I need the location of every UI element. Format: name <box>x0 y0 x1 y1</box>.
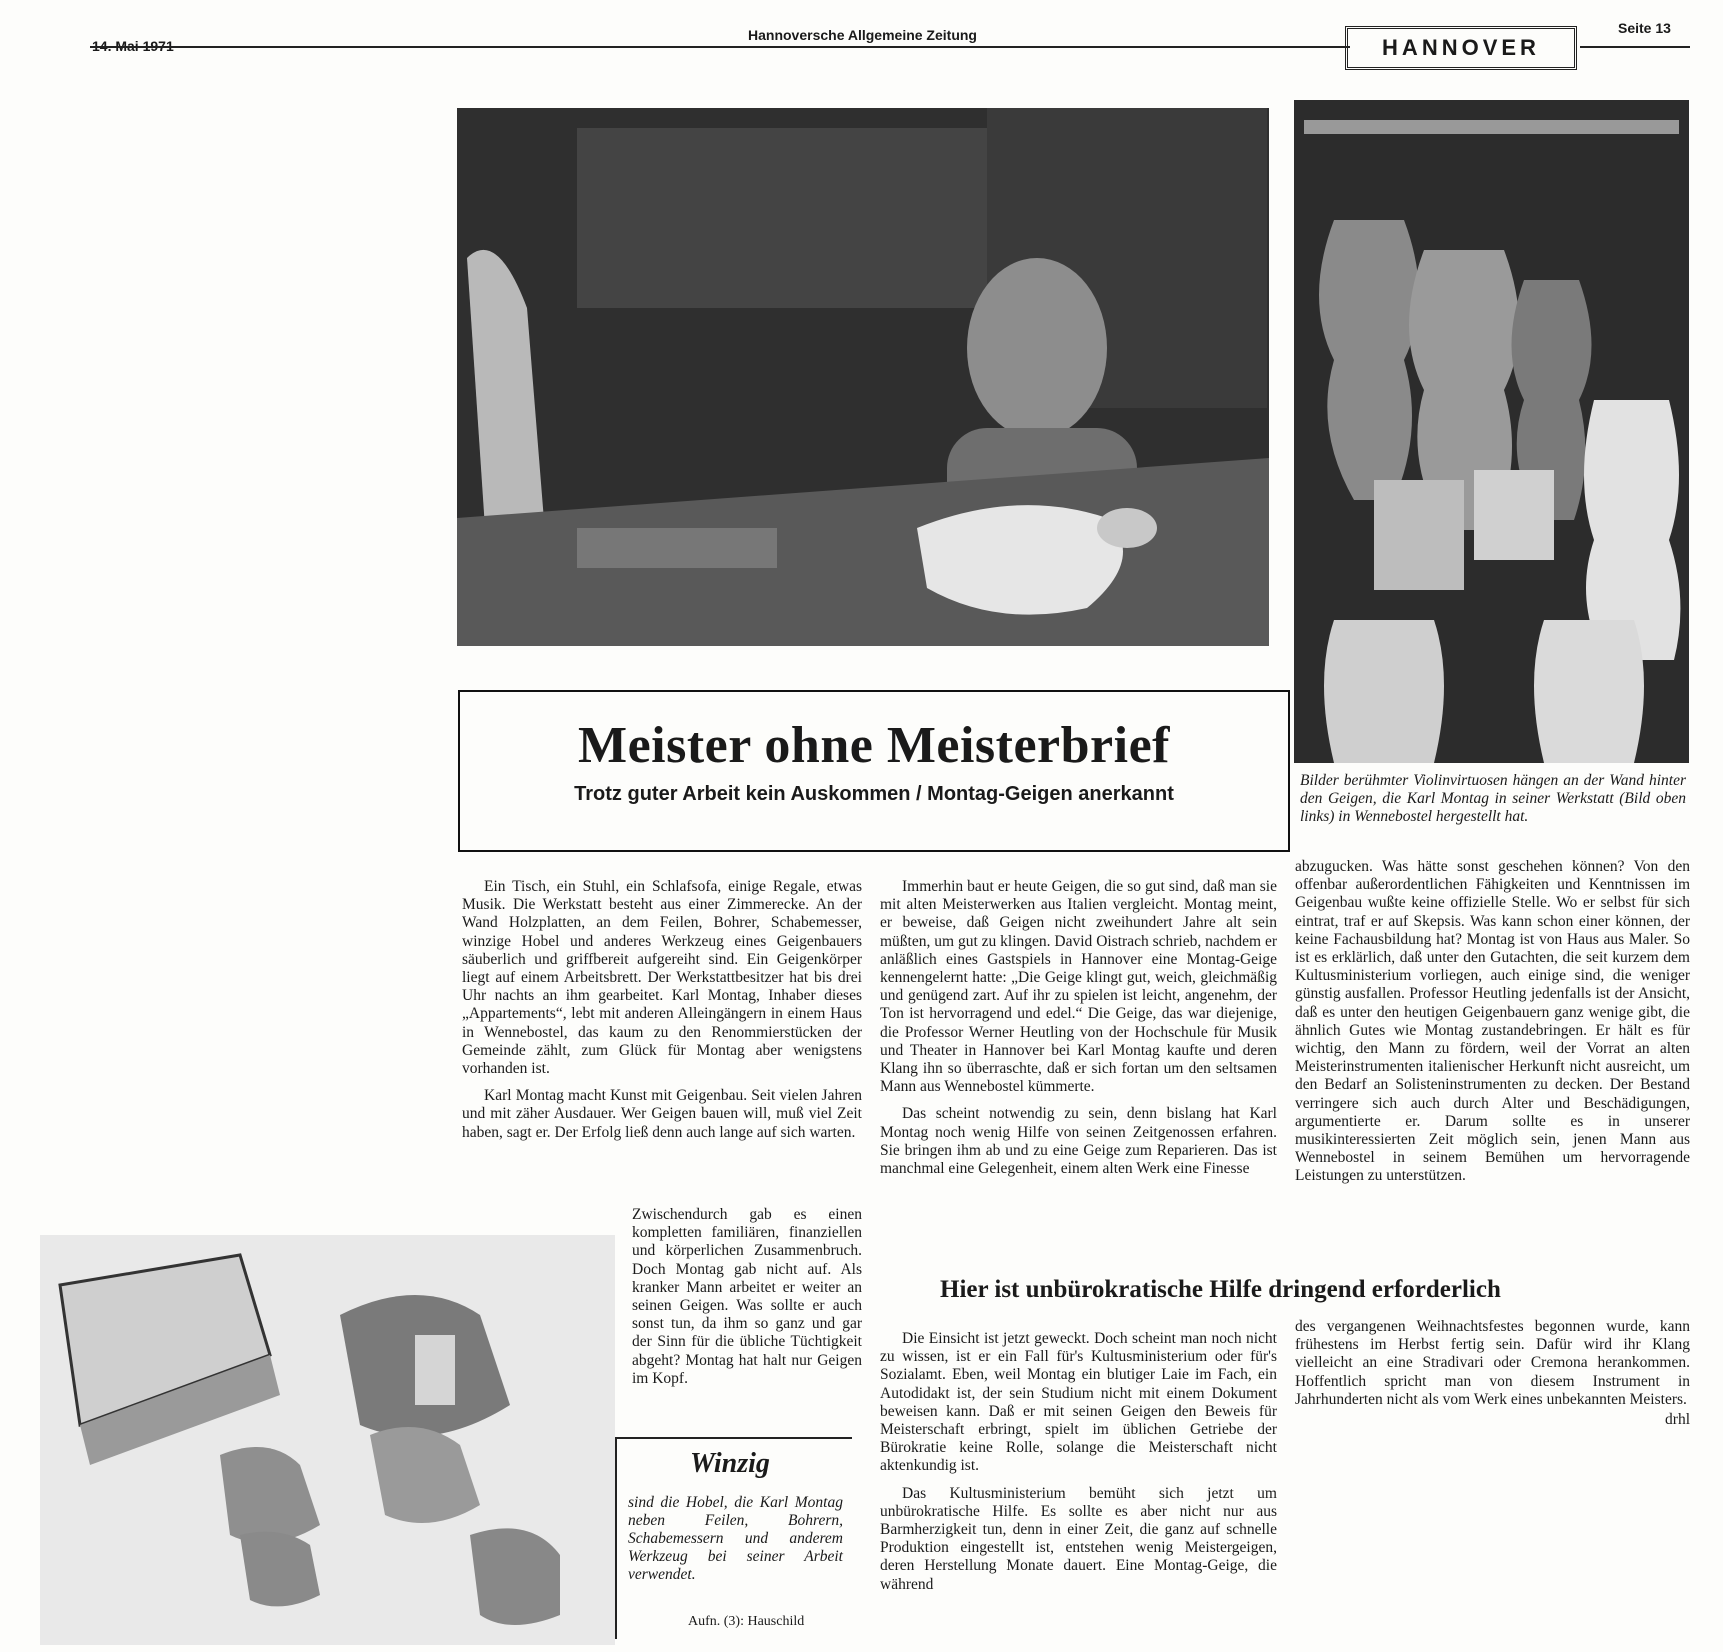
paragraph: Das Kultusministerium bemüht sich jetzt um unbürokratische Hilfe. Es sollte es aber nicht nur aus Barmherzigkeit tun, denn in einer Zeit, die ganz auf schnelle Produktion eingestellt ist, entstehen wenig Meistergeigen, deren Herstellung Monate dauert. Eine Montag-Geige, die während <box>880 1484 1277 1593</box>
article-column-2b <box>880 1330 1277 1603</box>
section-label: HANNOVER <box>1345 26 1577 70</box>
headline-box <box>458 690 1290 852</box>
paragraph: des vergangenen Weihnachtsfestes begonnen wurde, kann frühestens im Herbst fertig sein. Dafür wird ihr Klang vielleicht an eine Stradivari oder Cremona herankommen. Hoffentlich spricht man von diesem Instrument in Jahrhunderten nicht als vom Werk eines unbekannten Meisters. <box>1295 1318 1690 1408</box>
paragraph: Karl Montag macht Kunst mit Geigenbau. Seit vielen Jahren und mit zäher Ausdauer. Wer Geigen bauen will, muß viel Zeit haben, sagt er. Der Erfolg ließ denn auch lange auf sich warten. <box>462 1087 862 1141</box>
violins-photo <box>1294 100 1689 763</box>
article-column-1 <box>462 878 862 1151</box>
paragraph: Ein Tisch, ein Stuhl, ein Schlafsofa, einige Regale, etwas Musik. Die Werkstatt besteht aus einer Zimmerecke. An der Wand Holzplatten, an dem Feilen, Bohrer, Schabemesser, winzige Hobel und anderes Werkzeug eines Geigenbauers säuberlich und griffbereit aufgereiht sind. Ein Geigenkörper liegt auf einem Arbeitsbrett. Der Werkstattbesitzer hat bis drei Uhr nachts an ihm gearbeitet. Karl Montag, Inhaber dieses „Appartements“, lebt mit anderen Alleingängern in einem Haus in Wennebostel, das kaum zu den Renommierstücken der Gemeinde zählt, zum Glück für Montag aber wenigstens vorhanden ist. <box>462 878 862 1078</box>
header-rule-right <box>1580 46 1690 48</box>
article-column-3 <box>1295 858 1690 1195</box>
article-column-3b <box>1295 1318 1690 1429</box>
paragraph: Die Einsicht ist jetzt geweckt. Doch scheint man noch nicht zu wissen, ist er ein Fall für's Kultusministerium oder für's Sozialamt. Eben, weil Montag ein blutiger Laie im Fach, ein Autodidakt ist, der sein Studium nicht mit einem Dokument beweisen kann. Daß er mit seinen Geigen den Beweis für Meisterschaft erbringt, spielt im üblichen Getriebe der Bürokratie keine Rolle, solange die Meisterschaft nicht aktenkundig ist. <box>880 1330 1277 1475</box>
page-number: Seite 13 <box>1618 20 1671 36</box>
photo-credit: Aufn. (3): Hauschild <box>688 1614 805 1629</box>
newspaper-name: Hannoversche Allgemeine Zeitung <box>748 27 977 43</box>
hobel-photo <box>40 1235 615 1645</box>
paragraph: abzugucken. Was hätte sonst geschehen können? Von den offenbar außerordentlichen Fähigkeiten und Kenntnissen im Geigenbau wußte keine offizielle Stelle. Wo er selbst für sich eintrat, traf er auf Skepsis. Was kann schon einer können, der keine Fachausbildung hat? Montag ist von Haus aus Maler. So ist es erklärlich, daß unter den Gutachten, die seit kurzem dem Kultusministerium vorliegen, auch einige sind, die weniger günstig ausfallen. Professor Heutling jedenfalls ist der Ansicht, daß es unter den heutigen Geigenbauern ganz wenige gibt, die ähnlich Gutes wie Montag zustandebringen. Er hält es für wichtig, den Mann zu fördern, weil der Vorrat an alten Meisterinstrumenten italienischer Herkunft nicht ausreicht, um den Bedarf an Solisteninstrumenten zu decken. Der Bestand verringere sich auch durch Alter und Beschädigungen, argumentierte er. Darum sollte es in unserer musikinteressierten Zeit möglich sein, jenen Mann aus Wennebostel in seinem Bemühen um hervorragende Leistungen zu unterstützen. <box>1295 858 1690 1185</box>
article-column-2 <box>880 878 1277 1187</box>
winzig-caption: sind die Hobel, die Karl Montag neben Feilen, Bohrern, Schabemessern und anderem Werkzeug bei seiner Arbeit verwendet. <box>628 1494 843 1583</box>
paragraph: Zwischendurch gab es einen kompletten familiären, finanziellen und körperlichen Zusammenbruch. Doch Montag gab nicht auf. Als kranker Mann arbeitet er weiter an seinen Geigen. Was sollte er auch sonst tun, da ihm so ganz und gar der Sinn für die übliche Tüchtigkeit abgeht? Montag hat halt nur Geigen im Kopf. <box>632 1206 862 1387</box>
subheading-2: Hier ist unbürokratische Hilfe dringend erforderlich <box>940 1276 1501 1303</box>
author-initials: drhl <box>1665 1411 1690 1429</box>
paragraph: Immerhin baut er heute Geigen, die so gut sind, daß man sie mit alten Meisterwerken aus Italien vergleicht. Montag meint, er beweise, daß Geigen nicht zweihundert Jahre alt sein müßten, um gut zu klingen. David Oistrach schrieb, nachdem er anläßlich eines Gastspiels in Hannover eine Montag-Geige kennengelernt hatte: „Die Geige klingt gut, weich, gleichmäßig und genügend zart. Auf ihr zu spielen ist leicht, angenehm, der Ton ist hervorragend und edel.“ Die Geige, das war diejenige, die Professor Werner Heutling von der Hochschule für Musik und Theater in Hannover bei Karl Montag kaufte und deren Klang ihn so überraschte, daß er sich fortan um den seltsamen Mann aus Wennebostel kümmerte. <box>880 878 1277 1096</box>
workshop-photo <box>457 108 1269 646</box>
winzig-title: Winzig <box>690 1448 770 1479</box>
paragraph: Das scheint notwendig zu sein, denn bislang hat Karl Montag noch wenig Hilfe von seinen Zeitgenossen erfahren. Sie bringen ihm ab und zu eine Geige zum Reparieren. Das ist manchmal eine Gelegenheit, einem alten Werk eine Finesse <box>880 1105 1277 1178</box>
article-column-1-cont <box>632 1206 862 1397</box>
subheadline: Trotz guter Arbeit kein Auskommen / Montag-Geigen anerkannt <box>574 783 1174 805</box>
headline: Meister ohne Meisterbrief <box>578 717 1170 774</box>
issue-date: 14. Mai 1971 <box>92 38 174 54</box>
violins-caption: Bilder berühmter Violinvirtuosen hängen an der Wand hinter den Geigen, die Karl Montag in seiner Werkstatt (Bild oben links) in Wennebostel hergestellt hat. <box>1300 772 1686 825</box>
header-rule <box>90 46 1350 48</box>
